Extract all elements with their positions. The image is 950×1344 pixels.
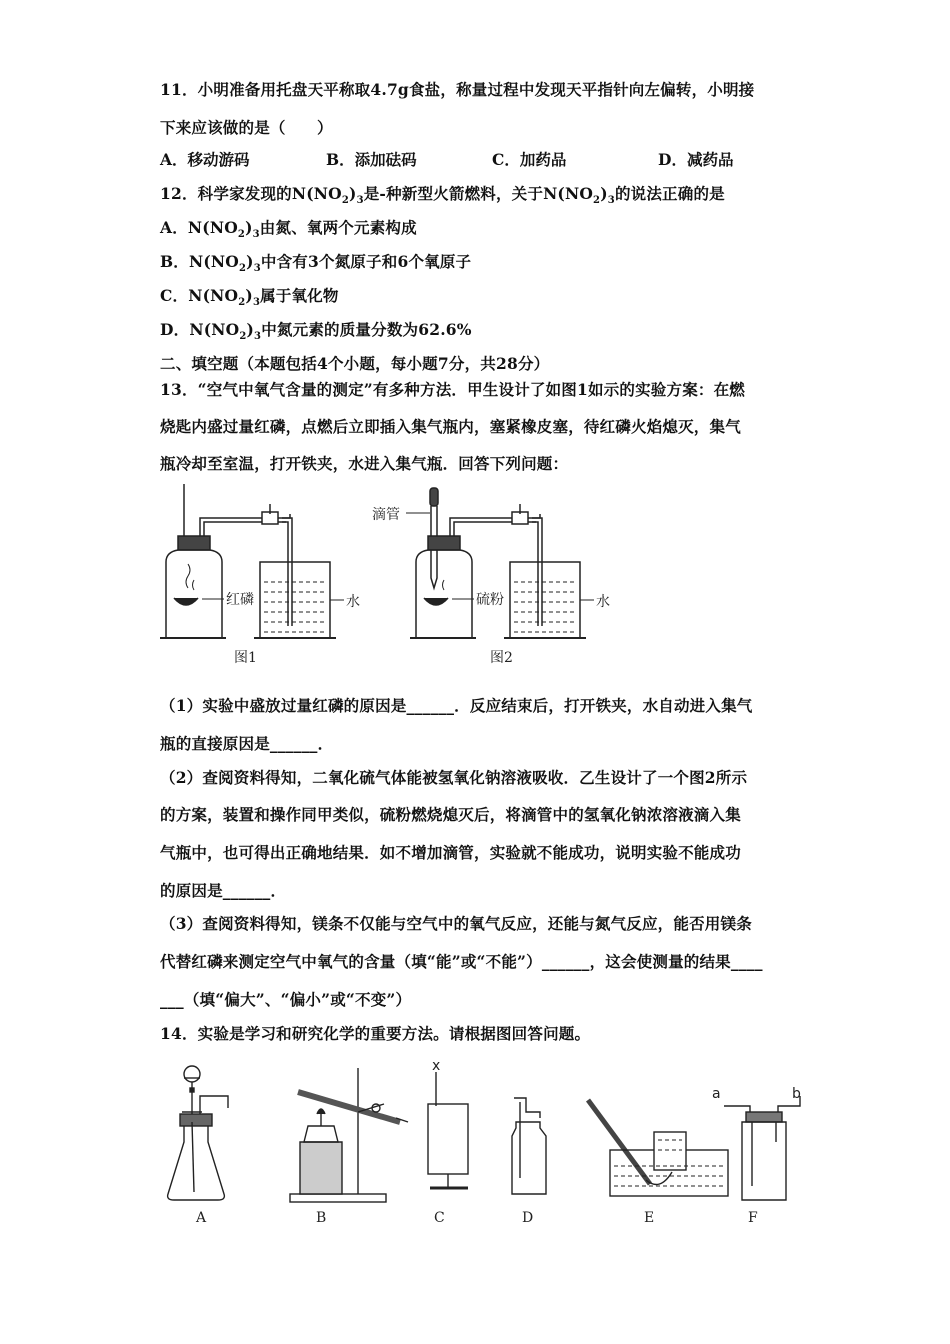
apparatus-f <box>724 1096 800 1200</box>
q13-p3-line1: （3）查阅资料得知，镁条不仅能与空气中的氧气反应，还能与氮气反应，能否用镁条 <box>160 914 752 933</box>
figure1-apparatus <box>160 484 344 638</box>
q13-p3-line3: ___（填“偏大”、“偏小”或“不变”） <box>160 990 412 1009</box>
q13-p2-line1: （2）查阅资料得知，二氧化硫气体能被氢氧化钠溶液吸收．乙生设计了一个图2所示 <box>160 768 748 787</box>
q11-line1: 11．小明准备用托盘天平称取4.7g食盐，称量过程中发现天平指针向左偏转，小明接 <box>160 80 755 99</box>
q11-line2: 下来应该做的是（ ） <box>160 118 333 137</box>
q12-option-c: C．$N(NO_2)_3$属于氧化物 <box>160 286 339 309</box>
q13-line3: 瓶冷却至室温，打开铁夹，水进入集气瓶．回答下列问题： <box>160 454 569 473</box>
q13-figures <box>150 478 650 673</box>
caption-d: D <box>522 1210 534 1226</box>
apparatus-c <box>428 1072 468 1188</box>
q13-p3-line2: 代替红磷来测定空气中氧气的含量（填“能”或“不能”）______，这会使测量的结果____ <box>160 952 763 971</box>
caption-b: B <box>316 1210 327 1226</box>
apparatus-c-label-x: x <box>432 1058 441 1074</box>
fig1-label-phosphorus: 红磷 <box>226 592 254 608</box>
fig2-label-dropper: 滴管 <box>372 507 400 523</box>
q13-p1-line1: （1）实验中盛放过量红磷的原因是______．反应结束后，打开铁夹，水自动进入集气 <box>160 696 753 715</box>
apparatus-e <box>588 1100 728 1196</box>
caption-c: C <box>434 1210 445 1226</box>
apparatus-f-label-b: b <box>792 1086 801 1102</box>
q12-option-b: B．$N(NO_2)_3$中含有3个氮原子和6个氧原子 <box>160 252 472 275</box>
fig2-label-water: 水 <box>596 594 610 610</box>
apparatus-d <box>512 1098 546 1194</box>
q13-line2: 烧匙内盛过量红磷，点燃后立即插入集气瓶内，塞紧橡皮塞，待红磷火焰熄灭，集气 <box>160 417 741 436</box>
q14-line1: 14．实验是学习和研究化学的重要方法。请根据图回答问题。 <box>160 1024 591 1043</box>
apparatus-f-label-a: a <box>712 1086 721 1102</box>
q13-p2-line3: 气瓶中，也可得出正确地结果．如不增加滴管，实验就不能成功，说明实验不能成功 <box>160 843 741 862</box>
caption-a: A <box>196 1210 207 1226</box>
q11-option-d: D．减药品 <box>658 150 734 169</box>
q13-p2-line4: 的原因是______． <box>160 881 287 900</box>
q14-apparatus <box>150 1052 820 1232</box>
q12-option-d: D．$N(NO_2)_3$中氮元素的质量分数为62.6% <box>160 320 472 343</box>
q13-p1-line2: 瓶的直接原因是______． <box>160 734 334 753</box>
apparatus-b <box>290 1068 408 1202</box>
section-heading: 二、填空题（本题包括4个小题，每小题7分，共28分） <box>160 354 550 373</box>
figure2-apparatus <box>406 488 594 638</box>
fig2-caption: 图2 <box>490 650 513 666</box>
q13-line1: 13．“空气中氧气含量的测定”有多种方法．甲生设计了如图1如示的实验方案：在燃 <box>160 380 745 399</box>
caption-e: E <box>644 1210 655 1226</box>
fig2-label-sulfur: 硫粉 <box>476 592 504 608</box>
q11-option-a: A．移动游码 <box>160 150 250 169</box>
fig1-label-water: 水 <box>346 594 360 610</box>
q13-p2-line2: 的方案，装置和操作同甲类似，硫粉燃烧熄灭后，将滴管中的氢氧化钠浓溶液滴入集 <box>160 805 741 824</box>
q11-option-c: C．加药品 <box>492 150 567 169</box>
q12-stem: 12．科学家发现的$N(NO_2)_3$是-种新型火箭燃料，关于$N(NO_2)_3$的说法正确的是 <box>160 184 725 207</box>
q11-option-b: B．添加砝码 <box>326 150 417 169</box>
caption-f: F <box>748 1210 758 1226</box>
q12-option-a: A．$N(NO_2)_3$由氮、氧两个元素构成 <box>160 218 417 241</box>
apparatus-a <box>168 1066 228 1200</box>
fig1-caption: 图1 <box>234 650 257 666</box>
